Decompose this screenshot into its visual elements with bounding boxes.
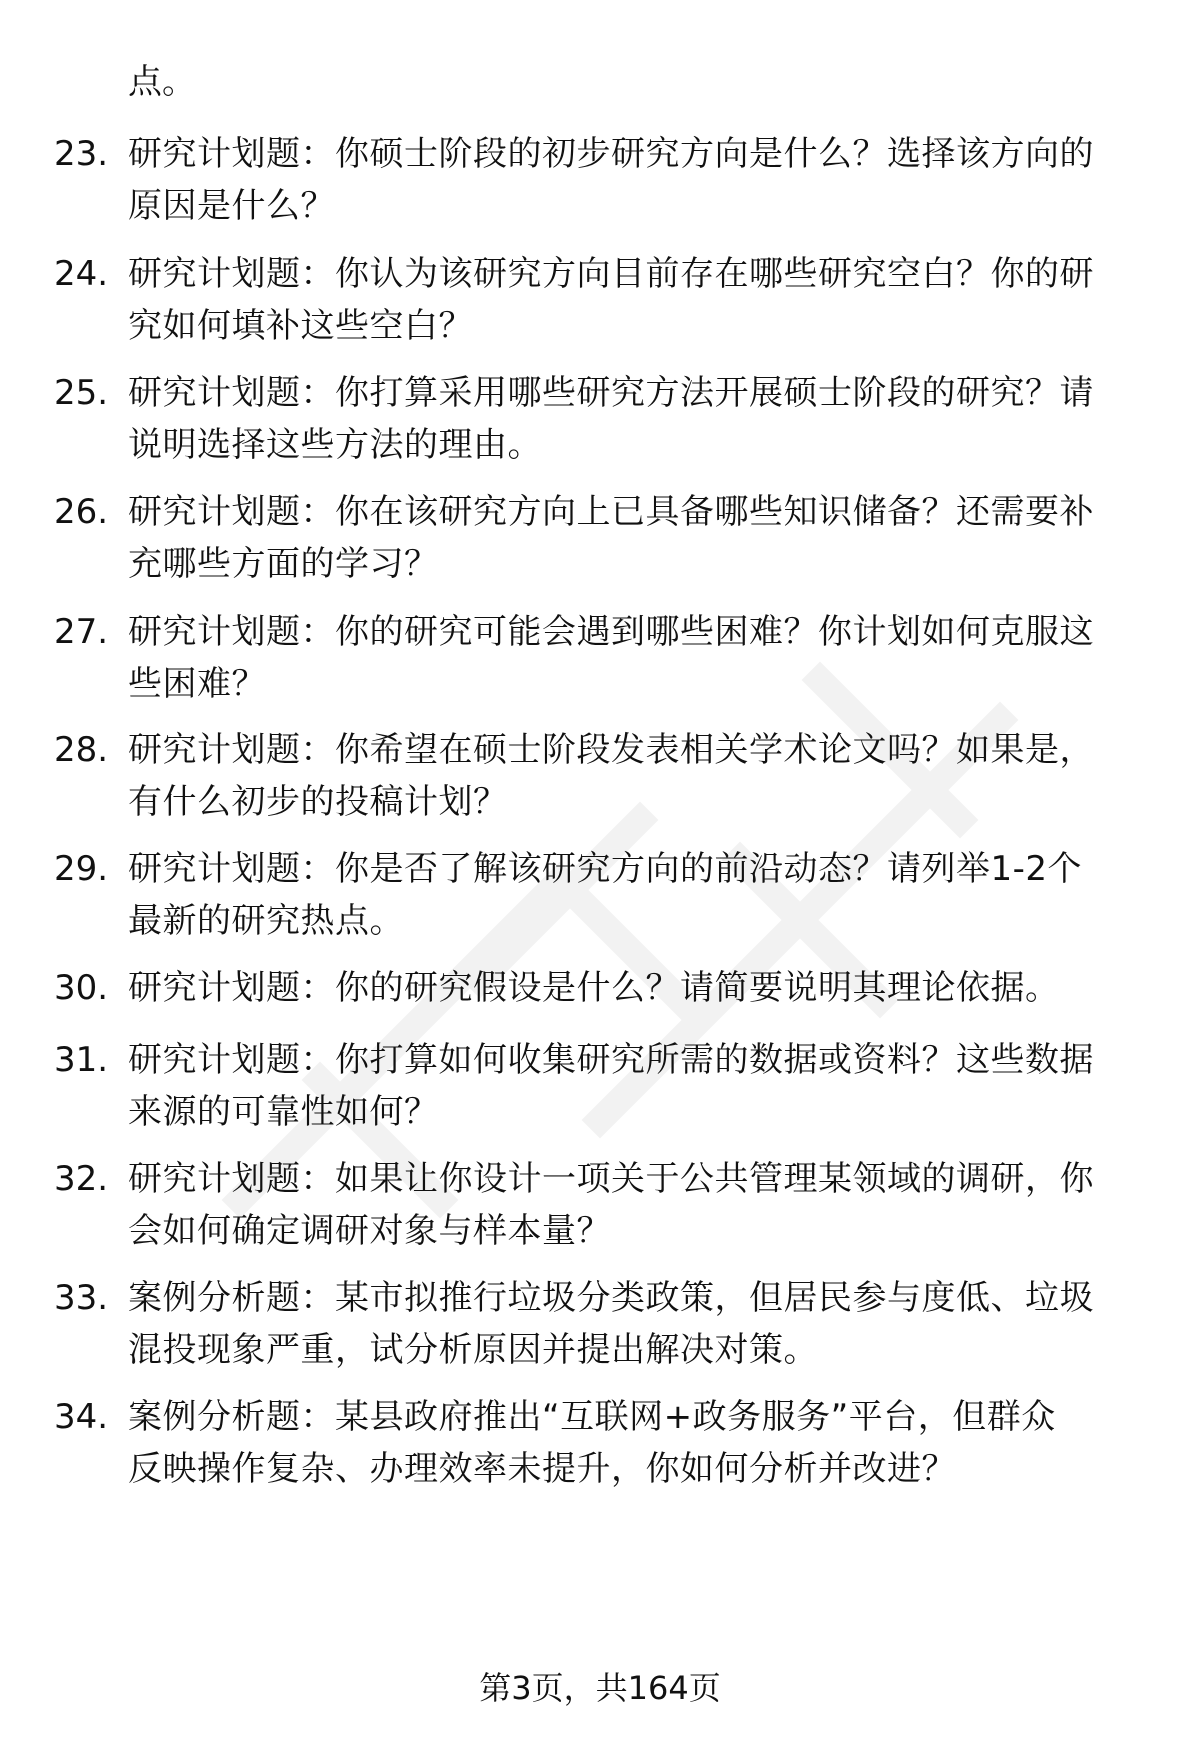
page-footer: 第3页，共164页 xyxy=(479,1669,721,1707)
item-number: 33. xyxy=(54,1278,109,1318)
item-number: 26. xyxy=(54,492,109,532)
item-number: 31. xyxy=(54,1040,109,1080)
item-number: 30. xyxy=(54,968,109,1008)
item-number: 28. xyxy=(54,730,109,770)
item-text: 研究计划题：你打算如何收集研究所需的数据或资料？这些数据 来源的可靠性如何？ xyxy=(128,1040,1094,1132)
item-number: 25. xyxy=(54,373,109,413)
item-number: 23. xyxy=(54,134,109,174)
item-number: 24. xyxy=(54,254,109,294)
item-number: 29. xyxy=(54,849,109,889)
item-text: 研究计划题：你在该研究方向上已具备哪些知识储备？还需要补 充哪些方面的学习？ xyxy=(128,492,1094,584)
item-text: 研究计划题：你是否了解该研究方向的前沿动态？请列举1-2个 最新的研究热点。 xyxy=(128,849,1083,941)
item-text: 案例分析题：某市拟推行垃圾分类政策，但居民参与度低、垃圾 混投现象严重，试分析原因并提出解决对策。 xyxy=(128,1278,1094,1370)
item-text: 案例分析题：某县政府推出“互联网+政务服务”平台，但群众 反映操作复杂、办理效率未提升，你如何分析并改进？ xyxy=(128,1397,1056,1489)
continuation-text: 点。 xyxy=(128,62,196,102)
item-text: 研究计划题：你硕士阶段的初步研究方向是什么？选择该方向的 原因是什么？ xyxy=(128,134,1094,226)
item-text: 研究计划题：你的研究可能会遇到哪些困难？你计划如何克服这 些困难？ xyxy=(128,612,1094,704)
item-text: 研究计划题：你认为该研究方向目前存在哪些研究空白？你的研 究如何填补这些空白？ xyxy=(128,254,1094,346)
item-number: 34. xyxy=(54,1397,109,1437)
item-number: 27. xyxy=(54,612,109,652)
item-text: 研究计划题：你打算采用哪些研究方法开展硕士阶段的研究？请 说明选择这些方法的理由。 xyxy=(128,373,1094,465)
item-number: 32. xyxy=(54,1159,109,1199)
item-text: 研究计划题：如果让你设计一项关于公共管理某领域的调研，你 会如何确定调研对象与样本量？ xyxy=(128,1159,1094,1251)
item-text: 研究计划题：你希望在硕士阶段发表相关学术论文吗？如果是， 有什么初步的投稿计划？ xyxy=(128,730,1094,822)
item-text: 研究计划题：你的研究假设是什么？请简要说明其理论依据。 xyxy=(128,968,1060,1008)
